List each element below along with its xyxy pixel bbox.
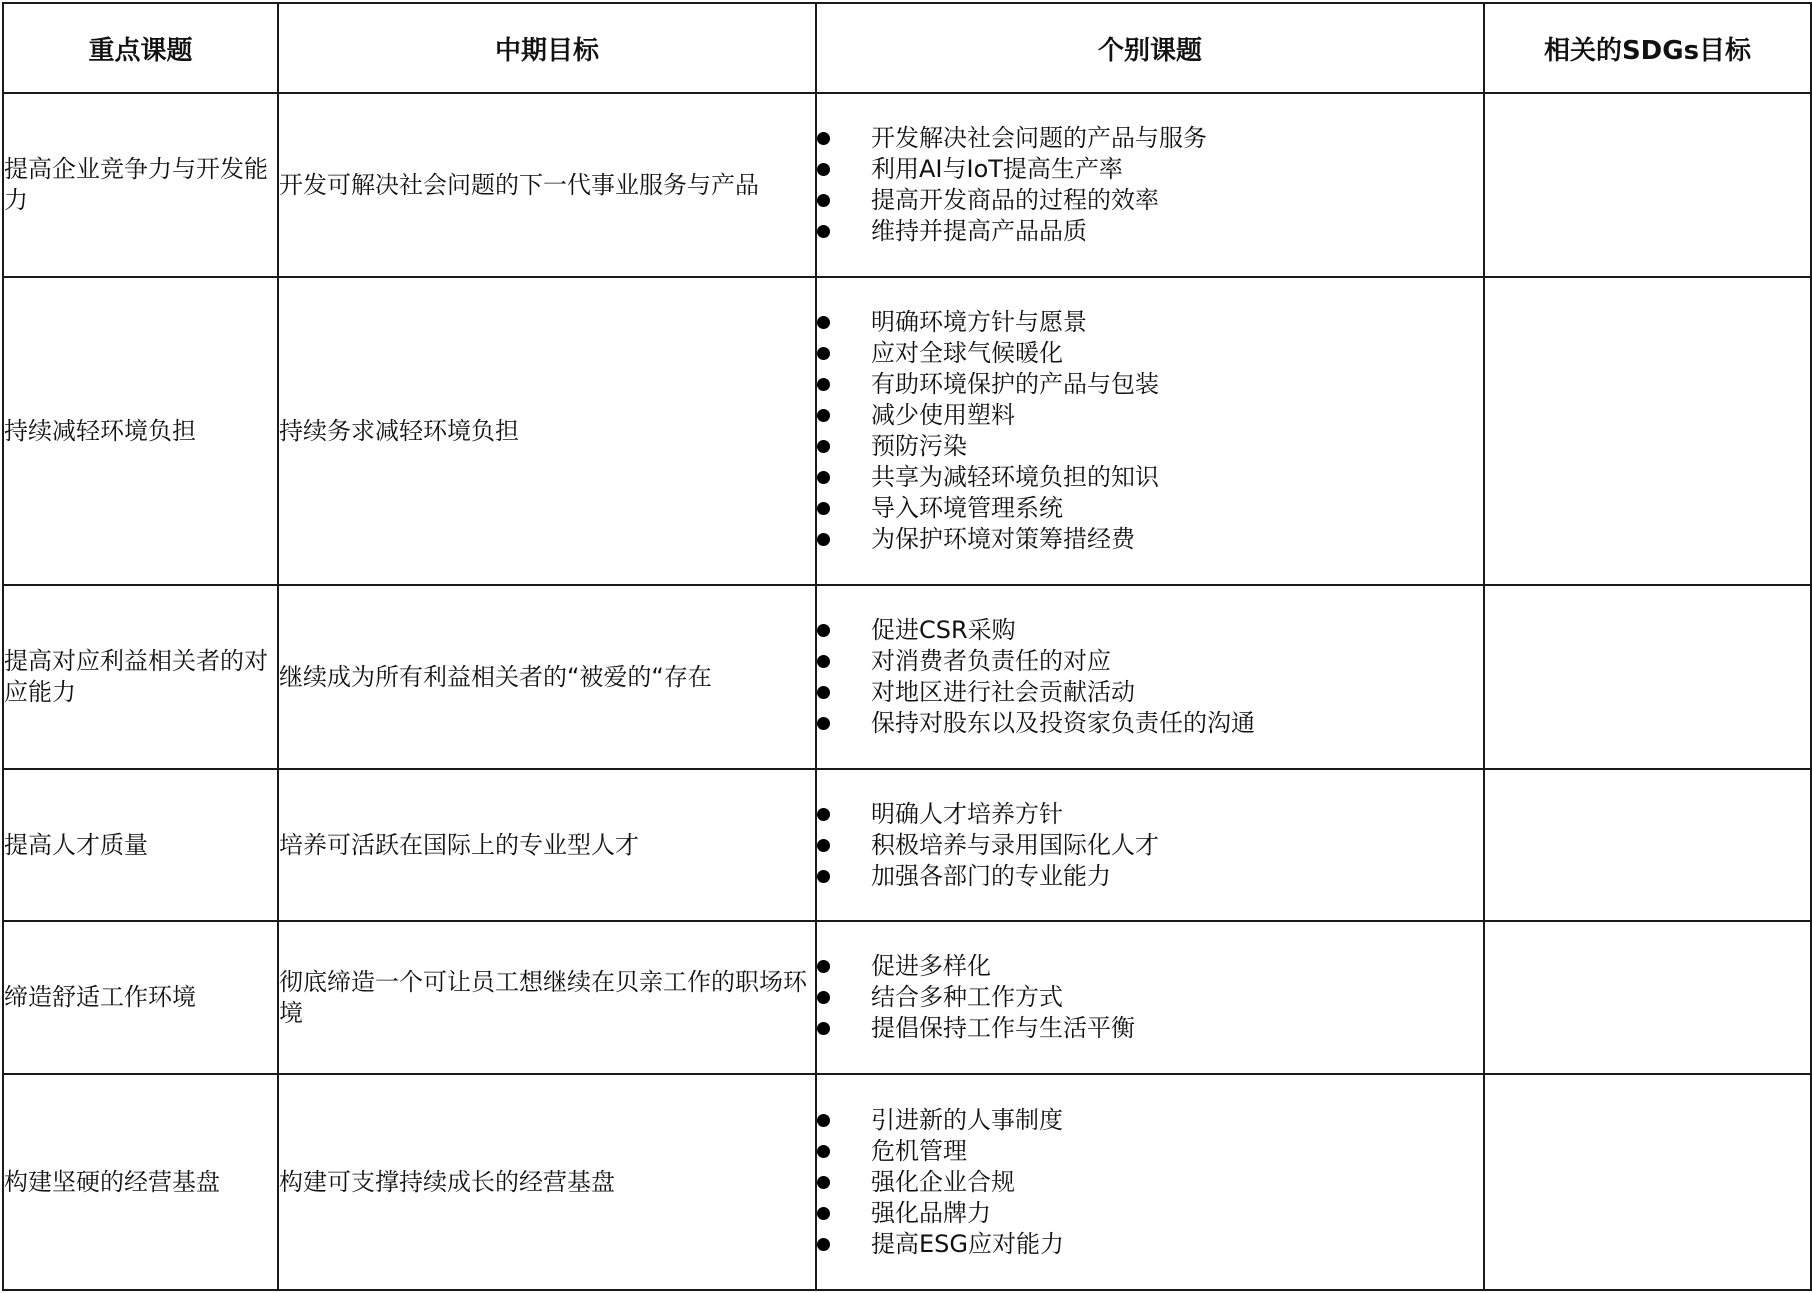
list-item — [817, 216, 1483, 247]
list-item — [817, 307, 1483, 338]
bullet-icon — [817, 194, 830, 207]
task-text: 对地区进行社会贡献活动 — [871, 678, 1135, 706]
list-item — [817, 524, 1483, 555]
bullet-icon — [817, 808, 830, 821]
bullet-icon — [817, 409, 830, 422]
task-list — [817, 1105, 1483, 1260]
mid-term-goal-cell: 培养可活跃在国际上的专业型人才 — [278, 769, 816, 921]
bullet-icon — [817, 316, 830, 329]
header-key-issue: 重点课题 — [3, 3, 278, 93]
list-item — [817, 1229, 1483, 1260]
task-text: 明确人才培养方针 — [871, 799, 1063, 828]
list-item — [817, 1105, 1483, 1136]
list-item — [817, 677, 1483, 708]
table-row — [3, 769, 1811, 921]
list-item — [817, 1198, 1483, 1229]
key-issue-cell: 构建坚硬的经营基盘 — [3, 1074, 278, 1290]
key-issue-cell: 提高人才质量 — [3, 769, 278, 921]
table-row — [3, 93, 1811, 277]
task-text: 积极培养与录用国际化人才 — [871, 830, 1159, 859]
task-text: 促进CSR采购 — [871, 616, 1016, 644]
list-item — [817, 1136, 1483, 1167]
table-row — [3, 277, 1811, 585]
task-list — [817, 307, 1483, 555]
table-row — [3, 1074, 1811, 1290]
task-text: 利用AI与IoT提高生产率 — [871, 155, 1123, 183]
task-text: 强化品牌力 — [871, 1198, 991, 1227]
task-text: 强化企业合规 — [871, 1167, 1015, 1196]
bullet-icon — [817, 1145, 830, 1158]
bullet-icon — [817, 533, 830, 546]
list-item — [817, 154, 1483, 185]
table-row — [3, 585, 1811, 769]
task-text: 共享为减轻环境负担的知识 — [871, 463, 1159, 491]
task-text: 提高ESG应对能力 — [871, 1229, 1064, 1258]
task-text: 危机管理 — [871, 1136, 967, 1165]
individual-tasks-cell — [816, 585, 1484, 769]
bullet-icon — [817, 132, 830, 145]
list-item — [817, 982, 1483, 1013]
task-text: 维持并提高产品品质 — [871, 217, 1087, 245]
bullet-icon — [817, 1238, 830, 1251]
list-item — [817, 338, 1483, 369]
task-text: 应对全球气候暖化 — [871, 339, 1063, 367]
mid-term-goal-cell: 彻底缔造一个可让员工想继续在贝亲工作的职场环境 — [278, 921, 816, 1074]
task-list — [817, 951, 1483, 1044]
list-item — [817, 1167, 1483, 1198]
header-individual-tasks: 个别课题 — [816, 3, 1484, 93]
bullet-icon — [817, 624, 830, 637]
bullet-icon — [817, 655, 830, 668]
key-issue-cell: 持续减轻环境负担 — [3, 277, 278, 585]
task-text: 明确环境方针与愿景 — [871, 308, 1087, 336]
task-text: 提倡保持工作与生活平衡 — [871, 1014, 1135, 1042]
task-text: 提高开发商品的过程的效率 — [871, 186, 1159, 214]
bullet-icon — [817, 1176, 830, 1189]
mid-term-goal-cell: 持续务求减轻环境负担 — [278, 277, 816, 585]
list-item — [817, 1013, 1483, 1044]
bullet-icon — [817, 1207, 830, 1220]
mid-term-goal-cell: 继续成为所有利益相关者的“被爱的“存在 — [278, 585, 816, 769]
task-text: 预防污染 — [871, 432, 967, 460]
list-item — [817, 615, 1483, 646]
header-mid-term-goal: 中期目标 — [278, 3, 816, 93]
task-list — [817, 615, 1483, 739]
individual-tasks-cell — [816, 921, 1484, 1074]
bullet-icon — [817, 717, 830, 730]
related-sdgs-cell — [1484, 769, 1811, 921]
key-issue-cell: 提高企业竞争力与开发能力 — [3, 93, 278, 277]
related-sdgs-cell — [1484, 277, 1811, 585]
bullet-icon — [817, 991, 830, 1004]
list-item — [817, 431, 1483, 462]
mid-term-goal-cell: 构建可支撑持续成长的经营基盘 — [278, 1074, 816, 1290]
task-text: 引进新的人事制度 — [871, 1105, 1063, 1134]
bullet-icon — [817, 471, 830, 484]
individual-tasks-cell — [816, 93, 1484, 277]
related-sdgs-cell — [1484, 585, 1811, 769]
list-item — [817, 400, 1483, 431]
header-related-sdgs: 相关的SDGs目标 — [1484, 3, 1811, 93]
task-text: 加强各部门的专业能力 — [871, 861, 1111, 890]
bullet-icon — [817, 440, 830, 453]
task-text: 保持对股东以及投资家负责任的沟通 — [871, 709, 1255, 737]
bullet-icon — [817, 347, 830, 360]
bullet-icon — [817, 378, 830, 391]
list-item — [817, 369, 1483, 400]
bullet-icon — [817, 1114, 830, 1127]
list-item — [817, 185, 1483, 216]
bullet-icon — [817, 163, 830, 176]
bullet-icon — [817, 870, 830, 883]
task-text: 结合多种工作方式 — [871, 983, 1063, 1011]
related-sdgs-cell — [1484, 1074, 1811, 1290]
bullet-icon — [817, 839, 830, 852]
individual-tasks-cell — [816, 277, 1484, 585]
task-text: 对消费者负责任的对应 — [871, 647, 1111, 675]
list-item — [817, 708, 1483, 739]
table-row — [3, 921, 1811, 1074]
list-item — [817, 646, 1483, 677]
task-list — [817, 123, 1483, 247]
task-text: 开发解决社会问题的产品与服务 — [871, 124, 1207, 152]
bullet-icon — [817, 960, 830, 973]
individual-tasks-cell — [816, 769, 1484, 921]
list-item — [817, 951, 1483, 982]
list-item — [817, 861, 1483, 892]
key-issue-cell: 缔造舒适工作环境 — [3, 921, 278, 1074]
csr-issues-table — [2, 2, 1812, 1291]
bullet-icon — [817, 1022, 830, 1035]
list-item — [817, 123, 1483, 154]
task-text: 导入环境管理系统 — [871, 494, 1063, 522]
list-item — [817, 462, 1483, 493]
header-row — [3, 3, 1811, 93]
bullet-icon — [817, 225, 830, 238]
task-text: 减少使用塑料 — [871, 401, 1015, 429]
bullet-icon — [817, 502, 830, 515]
related-sdgs-cell — [1484, 93, 1811, 277]
individual-tasks-cell — [816, 1074, 1484, 1290]
task-list — [817, 799, 1483, 892]
key-issue-cell: 提高对应利益相关者的对应能力 — [3, 585, 278, 769]
task-text: 为保护环境对策筹措经费 — [871, 525, 1135, 553]
mid-term-goal-cell: 开发可解决社会问题的下一代事业服务与产品 — [278, 93, 816, 277]
task-text: 促进多样化 — [871, 952, 991, 980]
list-item — [817, 830, 1483, 861]
task-text: 有助环境保护的产品与包装 — [871, 370, 1159, 398]
list-item — [817, 493, 1483, 524]
related-sdgs-cell — [1484, 921, 1811, 1074]
bullet-icon — [817, 686, 830, 699]
list-item — [817, 799, 1483, 830]
